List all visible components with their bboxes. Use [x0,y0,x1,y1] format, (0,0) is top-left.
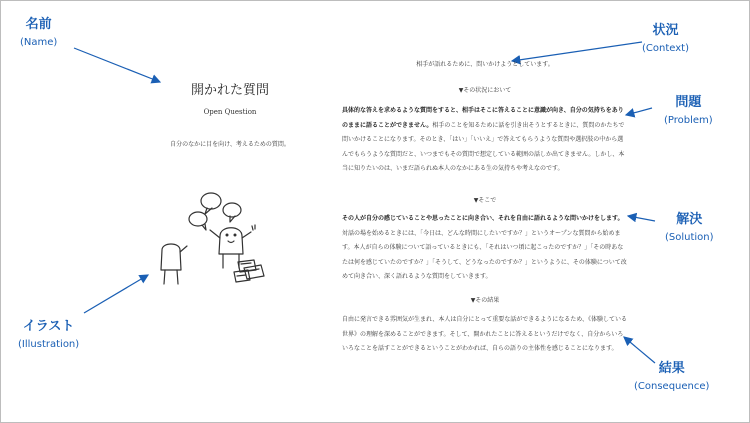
solution-detail: 対話の場を始めるときには、「今日は、どんな時間にしたいですか？」というオープンな質問から始めます。本人が自らの体験について語っているときにも、「それはいつ頃に起こったのですか？」「その時あなたは何を感じていたのですか？」「そうして、どうなったのですか？」というように、その体験について改めて向き合い、深く語れるような質問をしていきます。 [342,229,627,280]
pattern-title: 開かれた質問 [190,83,269,98]
consequence-text: 自由に発言できる雰囲気が生まれ、本人は自分にとって重要な話ができるようになるため、《体験している世界》の理解を深めることができます。そして、開かれたことに答えるというだけでなく、自分からいろいろなことを話すことができるということがわかれば、自らの語りの主体性を感じることになります。 [342,316,628,352]
problem-detail: 相手のことを知るために話を引き出そうとするときに、質問のかたちで問いかけることになります。そのとき、「はい」「いいえ」で答えてもらうような質問や選択肢の中から選んでもらうような質問だと、いつまでもその質問で想定している範囲の話しか出てきません。しかし、本当に知りたいのは、いまだ語られぬ本人のなかにある生の気持ちや考えなのです。 [342,121,625,172]
annotation-problem-en: (Problem) [664,114,713,126]
annotation-context-ja: 状況 [652,23,679,38]
annotation-name [20,18,57,48]
annotation-context [642,24,689,54]
annotation-solution-en: (Solution) [665,231,714,243]
two-people-talking-icon [150,188,285,286]
arrow-illustration [84,275,148,313]
arrow-consequence [624,337,655,363]
annotation-problem [664,96,713,126]
annotation-illustration-en: (Illustration) [18,338,80,350]
speech-bubble-icon [223,203,241,217]
annotation-name-en: (Name) [20,36,58,48]
annotation-name-ja: 名前 [25,17,52,32]
annotation-consequence-en: (Consequence) [634,380,710,392]
problem-section [342,104,628,177]
problem-statement: 具体的な答えを求めるような質問をすると、相手はそこに答えることに意識が向き、自分の気持ちをありのままに語ることができません。 [342,107,624,129]
annotation-illustration [18,320,79,350]
annotation-context-en: (Context) [642,42,689,54]
consequence-heading: ▼その結果 [470,297,500,304]
pattern-summary: 自分のなかに目を向け、考えるための質問。 [170,141,290,148]
speech-bubble-icon [201,193,221,209]
annotation-consequence [634,362,709,392]
context-text: 相手が語れるために、問いかけようとしています。 [416,61,554,68]
annotation-consequence-ja: 結果 [658,361,685,376]
annotation-solution-ja: 解決 [676,212,703,227]
arrow-solution [628,216,655,221]
context-heading: ▼その状況において [458,87,512,94]
solution-heading: ▼そこで [473,197,497,204]
arrow-name [74,48,160,82]
annotation-illustration-ja: イラスト [22,319,75,334]
pattern-subtitle: Open Question [203,108,257,116]
annotation-solution [665,213,714,243]
annotation-problem-ja: 問題 [675,95,702,110]
solution-statement: その人が自分の感じていることや思ったことに向き合い、それを自由に語れるような問いかけをします。 [342,215,624,222]
solution-section [342,212,628,285]
arrow-problem [626,108,652,115]
speech-bubble-icon [189,212,207,226]
